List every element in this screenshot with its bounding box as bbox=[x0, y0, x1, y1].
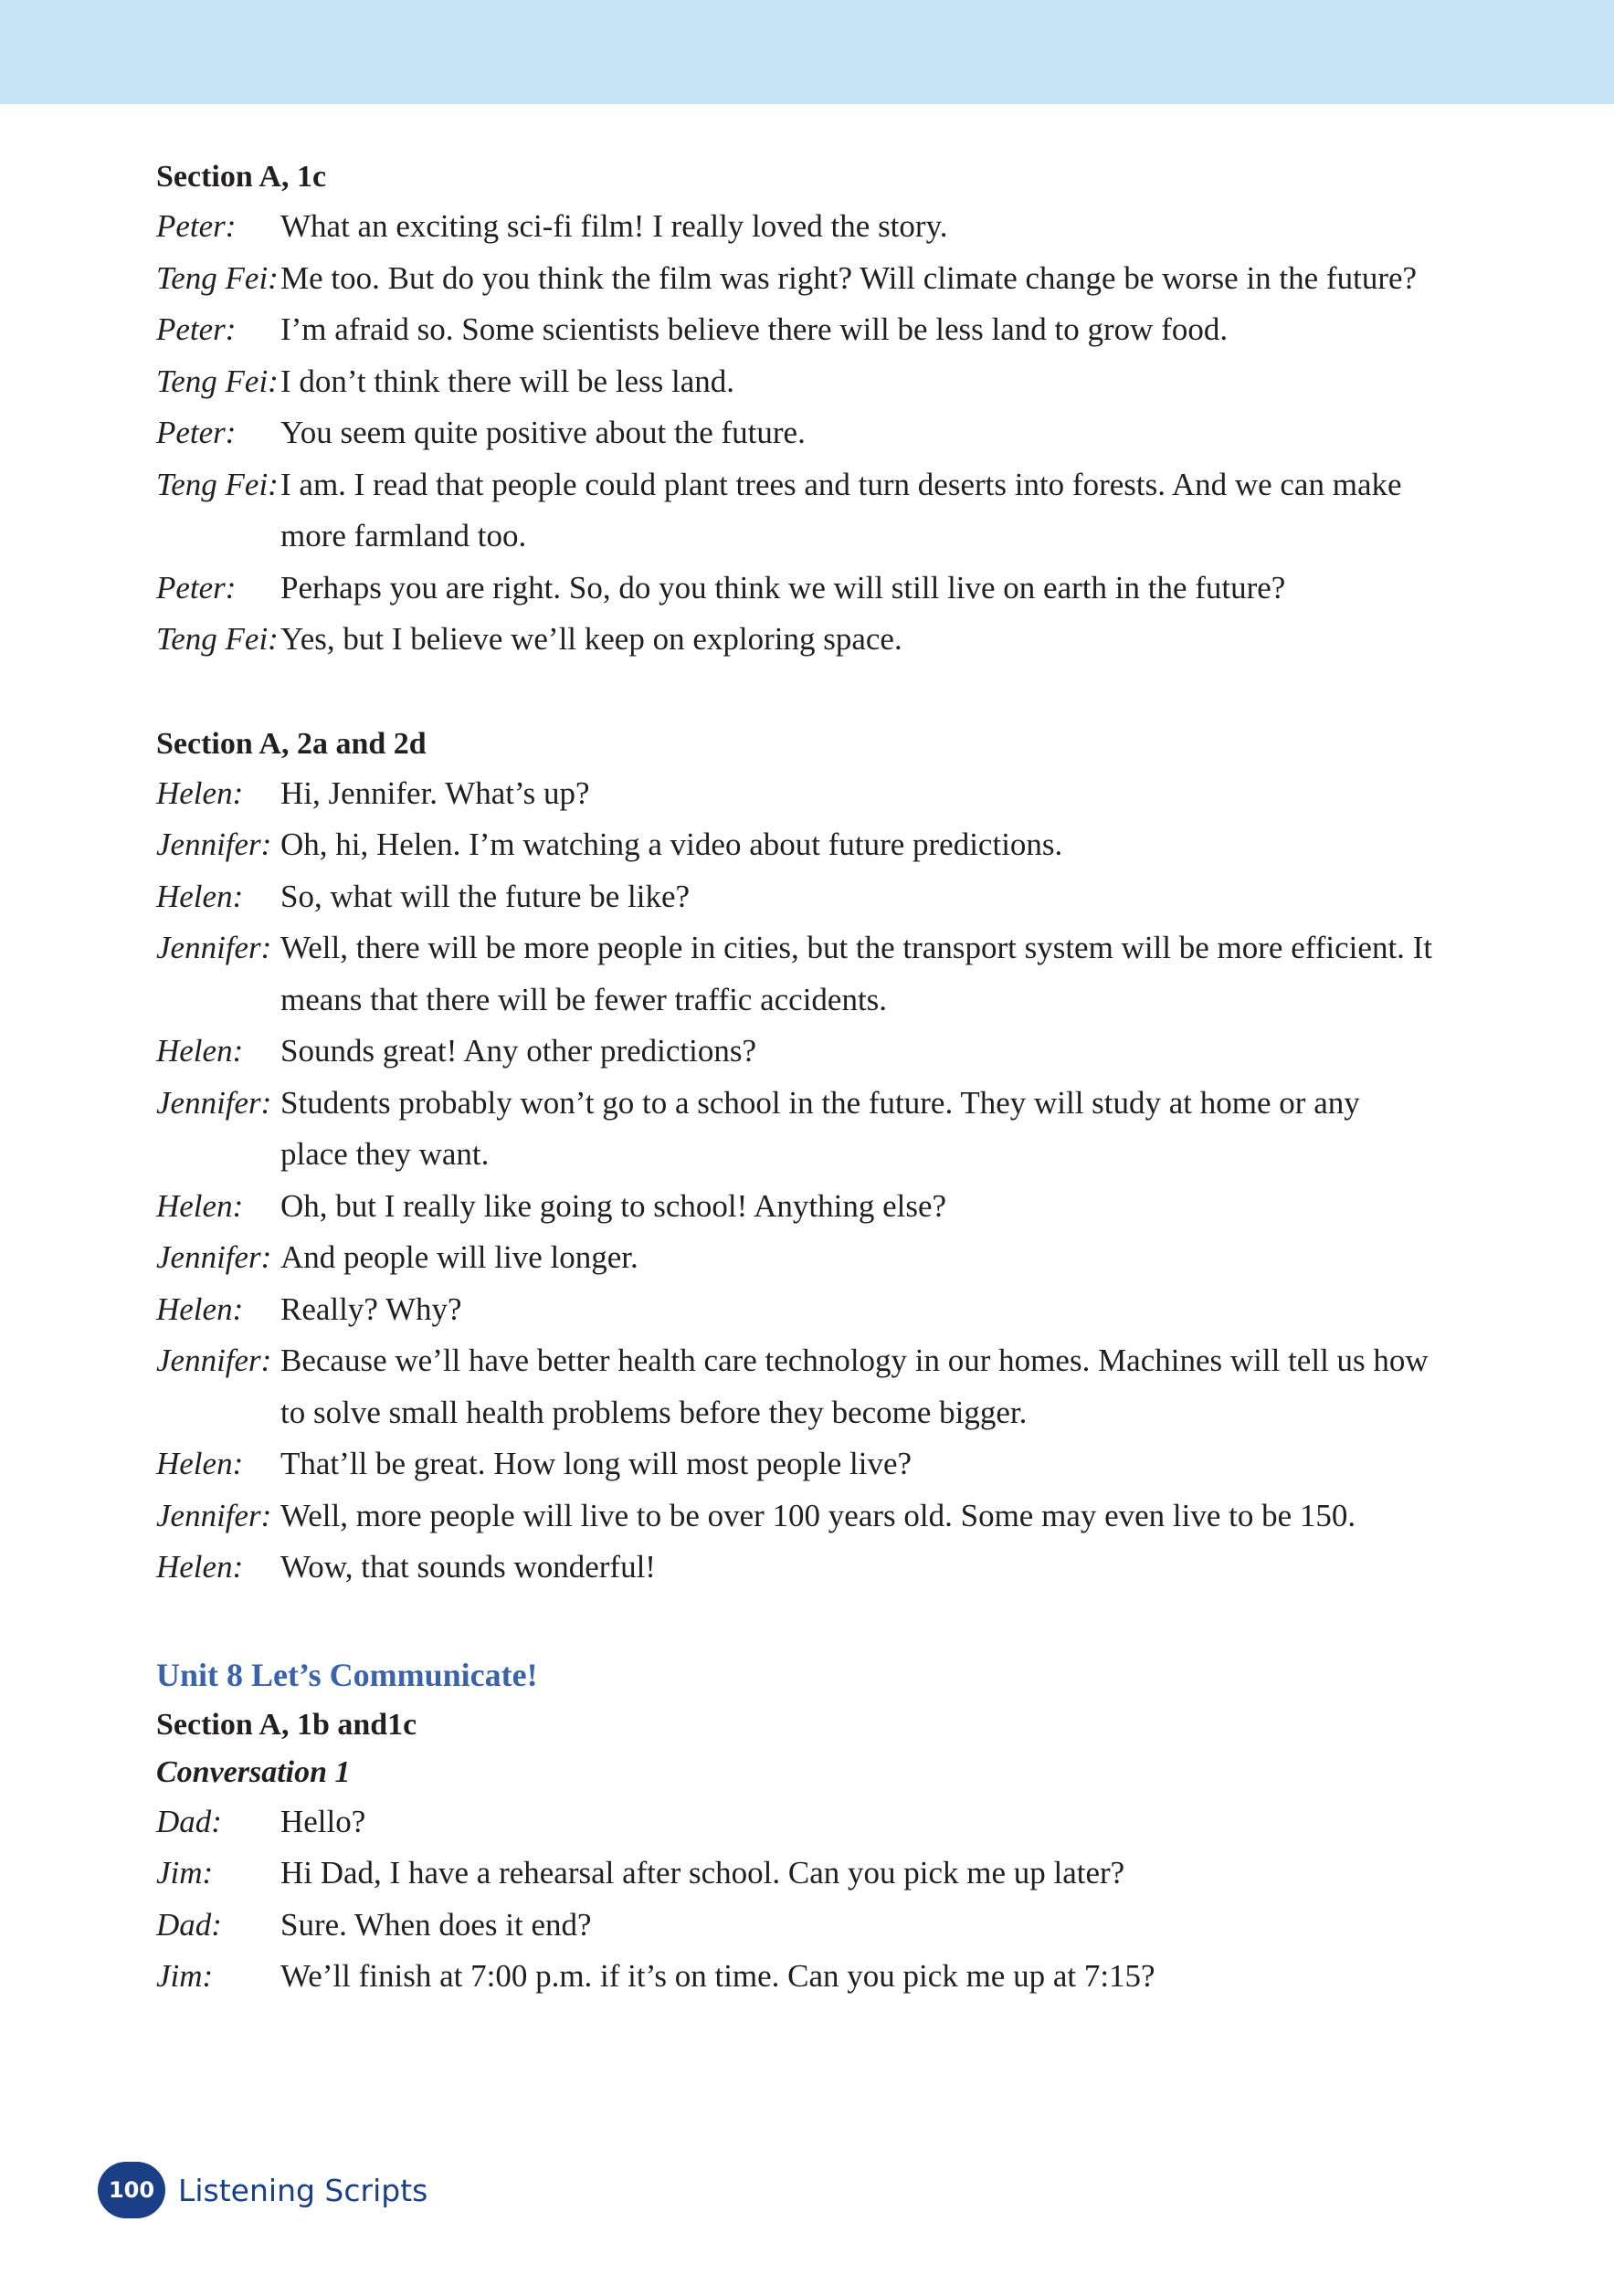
page-number: 100 bbox=[98, 2162, 165, 2218]
dialogue-line bbox=[156, 253, 1435, 305]
speaker-label: Jennifer: bbox=[156, 930, 272, 965]
page-footer bbox=[98, 2162, 427, 2218]
speech-text: Hi, Jennifer. What’s up? bbox=[280, 774, 590, 811]
dialogue-line bbox=[156, 871, 1435, 923]
speaker-label: Helen: bbox=[156, 774, 244, 811]
speaker-label: Jennifer: bbox=[156, 827, 272, 862]
speech-text: Perhaps you are right. So, do you think we will still live on earth in the future? bbox=[280, 569, 1286, 606]
speaker-label: Helen: bbox=[156, 878, 244, 914]
dialogue-line bbox=[156, 1900, 1435, 1952]
speech-text: We’ll finish at 7:00 p.m. if it’s on time. Can you pick me up at 7:15? bbox=[280, 1958, 1155, 1994]
speaker-label: Helen: bbox=[156, 1033, 244, 1069]
speech-text: Sounds great! Any other predictions? bbox=[280, 1033, 757, 1069]
speech-text: That’ll be great. How long will most people live? bbox=[280, 1446, 912, 1481]
dialogue-line bbox=[156, 201, 1435, 253]
section-1c bbox=[156, 153, 1435, 666]
dialogue-line bbox=[156, 459, 1435, 563]
speaker-label: Peter: bbox=[156, 311, 237, 347]
section-title: Section A, 2a and 2d bbox=[156, 726, 427, 761]
speech-text: Sure. When does it end? bbox=[280, 1906, 592, 1943]
dialogue-line bbox=[156, 356, 1435, 408]
conversation-title: Conversation 1 bbox=[156, 1754, 351, 1789]
speaker-label: Jennifer: bbox=[156, 1239, 272, 1275]
section-2a-2d bbox=[156, 721, 1435, 1594]
speech-text: Because we’ll have better health care technology in our homes. Machines will tell us how to solve small health problems before they become bigger. bbox=[280, 1343, 1429, 1430]
speech-text: Well, more people will live to be over 100 years old. Some may even live to be 150. bbox=[280, 1497, 1356, 1533]
speaker-label: Jennifer: bbox=[156, 1497, 272, 1533]
section-title: Section A, 1c bbox=[156, 160, 327, 194]
speech-text: Oh, hi, Helen. I’m watching a video about future predictions. bbox=[280, 827, 1063, 862]
speaker-label: Jennifer: bbox=[156, 1343, 272, 1378]
speaker-label: Teng Fei: bbox=[156, 363, 279, 399]
speaker-label: Dad: bbox=[156, 1906, 222, 1943]
speech-text: Oh, but I really like going to school! Anything else? bbox=[280, 1187, 947, 1224]
speaker-label: Helen: bbox=[156, 1187, 244, 1224]
speech-text: Well, there will be more people in cities, but the transport system will be more efficient. It means that there will be fewer traffic accidents. bbox=[280, 930, 1433, 1017]
dialogue-line bbox=[156, 1026, 1435, 1078]
dialogue-line bbox=[156, 407, 1435, 459]
dialogue-line bbox=[156, 1438, 1435, 1490]
speech-text: I’m afraid so. Some scientists believe there will be less land to grow food. bbox=[280, 311, 1229, 347]
speech-text: Students probably won’t go to a school in the future. They will study at home or any place they want. bbox=[280, 1084, 1360, 1172]
speaker-label: Helen: bbox=[156, 1446, 244, 1481]
speaker-label: Peter: bbox=[156, 569, 237, 606]
speaker-label: Teng Fei: bbox=[156, 621, 279, 657]
speech-text: Wow, that sounds wonderful! bbox=[280, 1549, 656, 1585]
speaker-label: Peter: bbox=[156, 208, 237, 244]
header-band bbox=[0, 0, 1614, 104]
speaker-label: Jim: bbox=[156, 1855, 214, 1891]
dialogue-line bbox=[156, 563, 1435, 615]
section-title: Section A, 1b and1c bbox=[156, 1707, 417, 1742]
speech-text: And people will live longer. bbox=[280, 1239, 638, 1275]
dialogue-line bbox=[156, 1284, 1435, 1336]
speaker-label: Teng Fei: bbox=[156, 466, 279, 502]
speech-text: Hi Dad, I have a rehearsal after school. Can you pick me up later? bbox=[280, 1855, 1125, 1891]
speech-text: Me too. But do you think the film was right? Will climate change be worse in the future? bbox=[280, 259, 1418, 296]
unit-title: Unit 8 Let’s Communicate! bbox=[156, 1656, 538, 1693]
speaker-label: Jennifer: bbox=[156, 1084, 272, 1121]
speech-text: Hello? bbox=[280, 1803, 366, 1839]
speech-text: So, what will the future be like? bbox=[280, 878, 691, 914]
footer-label: Listening Scripts bbox=[178, 2172, 428, 2208]
dialogue-line bbox=[156, 304, 1435, 356]
speech-text: What an exciting sci-fi film! I really loved the story. bbox=[280, 208, 948, 244]
dialogue-line bbox=[156, 768, 1435, 820]
speaker-label: Peter: bbox=[156, 415, 237, 450]
speaker-label: Dad: bbox=[156, 1803, 222, 1839]
dialogue-line bbox=[156, 1232, 1435, 1284]
dialogue-line bbox=[156, 1848, 1435, 1900]
unit-8-section bbox=[156, 1648, 1435, 2003]
dialogue-line bbox=[156, 1951, 1435, 2003]
speech-text: Yes, but I believe we’ll keep on exploring space. bbox=[280, 621, 902, 657]
dialogue-line bbox=[156, 1490, 1435, 1543]
speaker-label: Helen: bbox=[156, 1290, 244, 1327]
speaker-label: Jim: bbox=[156, 1958, 214, 1994]
dialogue-line bbox=[156, 1078, 1435, 1181]
speech-text: I don’t think there will be less land. bbox=[280, 363, 735, 399]
dialogue-line bbox=[156, 819, 1435, 871]
dialogue-line bbox=[156, 1542, 1435, 1594]
dialogue-line bbox=[156, 1796, 1435, 1848]
script-content bbox=[156, 153, 1435, 2003]
dialogue-line bbox=[156, 614, 1435, 666]
dialogue-line bbox=[156, 1181, 1435, 1233]
speech-text: Really? Why? bbox=[280, 1290, 462, 1327]
speech-text: You seem quite positive about the future. bbox=[280, 415, 806, 450]
speaker-label: Teng Fei: bbox=[156, 259, 279, 296]
speech-text: I am. I read that people could plant trees and turn deserts into forests. And we can make more farmland too. bbox=[280, 466, 1402, 553]
dialogue-line bbox=[156, 922, 1435, 1026]
speaker-label: Helen: bbox=[156, 1549, 244, 1585]
dialogue-line bbox=[156, 1335, 1435, 1438]
